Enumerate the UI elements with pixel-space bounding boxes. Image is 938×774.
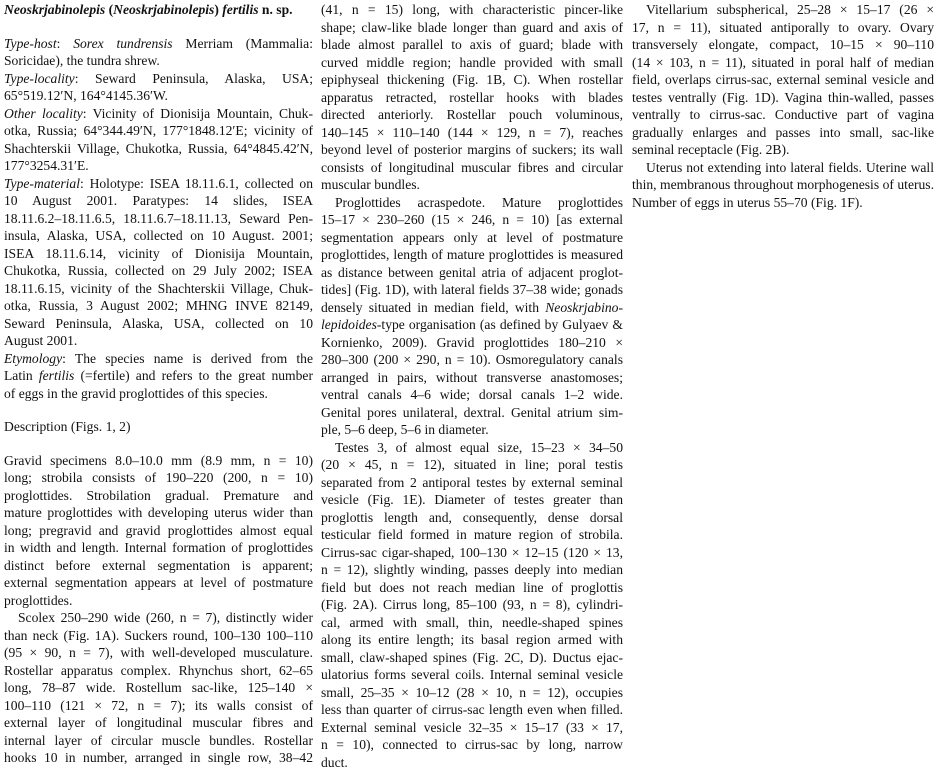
text-run: (=fertile) and refers to the great number	[74, 368, 313, 383]
text-line	[321, 439, 623, 457]
text-line	[4, 418, 313, 436]
text-run: testicular field formed in mature region of strobila.	[321, 527, 623, 542]
text-run: in width and length. Internal formation of proglottides	[4, 540, 313, 555]
text-run: : The species name is derived from the	[62, 350, 313, 366]
text-line	[632, 89, 934, 107]
text-run: blade almost parallel to axis of guard; blade with	[321, 37, 623, 52]
text-run: of eggs in the gravid proglottides of this species.	[4, 385, 268, 401]
text-run: muscular bundles.	[321, 177, 420, 192]
text-run: transversely elongate, compact, 10–15 × 90–110	[632, 37, 934, 52]
text-line	[321, 544, 623, 562]
text-line	[4, 350, 313, 368]
italic-term: Other locality	[4, 105, 83, 121]
paragraph	[4, 175, 313, 350]
text-line	[321, 649, 623, 667]
paragraph	[4, 452, 313, 610]
text-line	[4, 679, 313, 697]
text-line	[321, 194, 623, 212]
text-line	[321, 19, 623, 37]
text-column-middle	[321, 1, 623, 771]
text-line	[4, 732, 313, 750]
paragraph	[4, 70, 313, 105]
text-line	[4, 332, 313, 350]
text-line	[321, 421, 623, 439]
text-line	[321, 719, 623, 737]
text-run: apparatus retracted, rostellar hooks with blades	[321, 89, 623, 105]
text-run: ventral canals 4–6 wide; dorsal canals 1–2 wide.	[321, 387, 623, 402]
text-run: external layer of longitudinal muscular fibres and	[4, 715, 313, 730]
text-run: Testes 3, of almost equal size, 15–23 × 34–50	[335, 439, 623, 455]
text-run: : Vicinity of Dionisija Mountain, Chuk-	[82, 105, 313, 121]
text-line	[4, 70, 313, 88]
text-run: consists of longitudinal muscular fibres and circular	[321, 159, 623, 175]
text-line	[321, 159, 623, 177]
text-line	[4, 262, 313, 280]
text-run: thin, membranous throughout morphogenesis of uterus.	[632, 177, 934, 192]
text-column-left	[4, 1, 313, 767]
text-line	[321, 106, 623, 124]
text-line	[321, 596, 623, 614]
text-column-right	[632, 1, 934, 211]
text-run: arranged in pairs, without transverse anastomoses;	[321, 369, 623, 385]
text-line	[321, 474, 623, 492]
text-line	[632, 194, 934, 212]
text-line	[4, 227, 313, 245]
text-line	[4, 522, 313, 540]
text-line	[4, 557, 313, 575]
text-line	[321, 701, 623, 719]
text-line	[321, 456, 623, 474]
text-run: external segmentation appears at level of postmature	[4, 575, 313, 590]
text-line	[4, 627, 313, 645]
text-line	[321, 491, 623, 509]
text-run: epiphyseal thickening (Fig. 1B, C). When rostellar	[321, 72, 623, 87]
text-line	[321, 71, 623, 89]
text-run: long; strobila consists of 190–220 (200, n = 10)	[4, 470, 313, 485]
text-run: shape; claw-like blade longer than guard and axis of	[321, 19, 623, 35]
text-run: Chukotka, Russia, collected on 29 July 2002; ISEA	[4, 263, 313, 278]
text-run: proglottides. Strobilation gradual. Premature and	[4, 487, 313, 503]
text-line	[321, 404, 623, 422]
text-run: insula, Alaska, USA, collected on 10 August. 2001;	[4, 228, 313, 243]
text-run: cal, armed with small, thin, needle-shaped spines	[321, 614, 623, 630]
text-run: 280–300 (200 × 290, n = 10). Osmoregulatory canals	[321, 352, 623, 367]
text-line	[632, 36, 934, 54]
text-line	[321, 89, 623, 107]
text-run: External seminal vesicle 32–35 × 15–17 (33 × 17,	[321, 719, 623, 735]
text-line	[321, 54, 623, 72]
text-run: mature proglottides with developing uterus wider than	[4, 505, 313, 520]
species-title	[4, 1, 313, 19]
text-line	[4, 367, 313, 385]
text-run: small, 25–35 × 10–12 (28 × 10, n = 12), occupies	[321, 684, 623, 700]
text-run: Uterus not extending into lateral fields. Uterine wall	[646, 159, 934, 175]
text-run: (	[105, 2, 114, 17]
text-line	[4, 192, 313, 210]
text-line	[4, 175, 313, 193]
text-line	[632, 106, 934, 124]
text-run: tides] (Fig. 1D), with lateral fields 37–38 wide; gonads	[321, 282, 623, 297]
text-run: August 2001.	[4, 333, 78, 348]
text-run: 65°519.12′N, 164°4145.36′W.	[4, 88, 168, 103]
text-run: 177°3254.31′E.	[4, 158, 89, 173]
italic-term: fertilis	[38, 368, 75, 383]
text-run: Soricidae), the tundra shrew.	[4, 53, 160, 68]
text-run: curved middle region; handle provided with small	[321, 54, 623, 70]
text-run: directed anteriorly. Rostellar pouch voluminous,	[321, 107, 623, 122]
text-line	[321, 281, 623, 299]
text-line	[321, 141, 623, 159]
text-line	[632, 71, 934, 89]
text-line	[4, 210, 313, 228]
text-line	[632, 1, 934, 19]
text-run: Genital pores unilateral, dextral. Genital atrium sim-	[321, 404, 623, 420]
text-run: 140–145 × 110–140 (144 × 129, n = 7), reaches	[321, 124, 623, 140]
text-line	[321, 36, 623, 54]
text-line	[4, 469, 313, 487]
text-line	[4, 574, 313, 592]
text-run: long; pregravid and gravid proglottides almost equal	[4, 522, 313, 538]
text-run: 10 August 2001. Paratypes: 14 slides, ISEA	[4, 193, 313, 208]
text-run: 17, n = 11), situated antiporally to ovary. Ovary	[632, 19, 934, 35]
text-run: -type organisation (as defined by Gulyaev &	[376, 317, 623, 332]
text-run: gradually enlarges and passes into small, sac-like	[632, 124, 934, 140]
paragraph	[4, 105, 313, 175]
text-run: Rostellar apparatus complex. Rhynchus short, 62–65	[4, 662, 313, 678]
text-run: Number of eggs in uterus 55–70 (Fig. 1F).	[632, 194, 863, 210]
text-line	[4, 87, 313, 105]
text-line	[321, 666, 623, 684]
text-run: )	[214, 2, 223, 17]
text-line	[4, 245, 313, 263]
text-line	[321, 386, 623, 404]
italic-term: Neoskrjabinolepis	[4, 2, 106, 17]
text-run: ulatorius forms several coils. Internal seminal vesicle	[321, 667, 623, 682]
text-line	[321, 246, 623, 264]
text-run: :	[56, 35, 74, 51]
text-run: otka, Russia, 3 August 2002; MHNG INVE 82149,	[4, 298, 313, 313]
text-line	[4, 35, 313, 53]
text-run: Proglottides acraspedote. Mature proglottides	[335, 194, 623, 210]
text-line	[321, 1, 623, 19]
text-run: n = 12), slightly winding, passes deeply into median	[321, 562, 623, 577]
section-heading	[4, 418, 313, 436]
text-run: (Fig. 2A). Cirrus long, 85–100 (93, n = 8), cylindri-	[321, 597, 623, 612]
text-run: ple, 5–6 deep, 5–6 in diameter.	[321, 422, 489, 437]
paragraph	[632, 159, 934, 212]
text-run: 100–110 (121 × 72, n = 7); its walls consist of	[4, 697, 313, 713]
italic-term: Neoskrjabino-	[545, 299, 623, 315]
text-line	[4, 609, 313, 627]
text-line	[321, 351, 623, 369]
text-line	[4, 1, 313, 19]
text-line	[632, 159, 934, 177]
text-run: than neck (Fig. 1A). Suckers round, 100–130 100–110	[4, 627, 313, 643]
text-line	[321, 264, 623, 282]
italic-term: lepidoides	[321, 317, 377, 332]
text-run: along its entire length; its basal region armed with	[321, 632, 623, 647]
text-run: Kornienko, 2009). Gravid proglottides 180–210 ×	[321, 334, 623, 350]
text-line	[321, 316, 623, 334]
text-run: field, overlaps cirrus-sac, external seminal vesicle and	[632, 72, 934, 87]
paragraph	[4, 350, 313, 403]
text-line	[4, 697, 313, 715]
text-run: segmentation appears only at level of postmature	[321, 229, 623, 245]
text-line	[4, 452, 313, 470]
text-run: Shachterskii Village, Chukotka, Russia, 64°4845.42′N,	[4, 140, 313, 156]
text-line	[4, 487, 313, 505]
text-line	[4, 157, 313, 175]
text-line	[4, 140, 313, 158]
text-line	[321, 684, 623, 702]
text-line	[4, 662, 313, 680]
text-line	[321, 526, 623, 544]
text-line	[632, 124, 934, 142]
text-run: : Seward Peninsula, Alaska, USA;	[74, 70, 313, 86]
paragraph	[4, 35, 313, 70]
text-line	[632, 141, 934, 159]
text-run: (95 × 90, n = 7), with well-developed musculature.	[4, 645, 313, 660]
text-run: Latin	[4, 368, 39, 383]
paragraph	[321, 439, 623, 772]
text-run: internal layer of circular muscle bundles. Rostellar	[4, 732, 313, 748]
text-line	[321, 631, 623, 649]
text-run: field but does not reach median line of proglottis	[321, 579, 623, 595]
text-run: ISEA 18.11.6.14, vicinity of Dionisija Mountain,	[4, 245, 313, 261]
text-run: hooks 10 in number, arranged in single row, 38–42	[4, 750, 313, 765]
text-run: n. sp.	[258, 2, 293, 17]
text-run: n = 10), connected to cirrus-sac by long, narrow	[321, 737, 623, 752]
text-line	[4, 315, 313, 333]
text-line	[4, 122, 313, 140]
text-line	[4, 280, 313, 298]
text-run: 18.11.6.15, vicinity of the Shachterskii Village, Chuk-	[4, 280, 313, 296]
text-line	[321, 369, 623, 387]
text-line	[321, 614, 623, 632]
text-run: (41, n = 15) long, with characteristic pincer-like	[321, 2, 623, 17]
text-run: small, claw-shaped spines (Fig. 2C, D). Ductus ejac-	[321, 649, 623, 665]
text-run: less than quarter of cirrus-sac length even when filled.	[321, 702, 623, 717]
text-line	[321, 736, 623, 754]
paragraph	[632, 1, 934, 159]
text-run: separated from 2 antiporal testes by external seminal	[321, 474, 623, 490]
text-run: Merriam (Mammalia:	[172, 35, 313, 51]
text-run: proglottides, length of mature proglottides is measured	[321, 247, 623, 262]
text-run: Description (Figs. 1, 2)	[4, 419, 131, 434]
text-line	[321, 176, 623, 194]
text-line	[321, 579, 623, 597]
text-run: vesicle (Fig. 1E). Diameter of testes greater than	[321, 492, 623, 507]
text-line	[4, 385, 313, 403]
text-run: proglottis length and, consequently, dense dorsal	[321, 509, 623, 525]
text-line	[4, 504, 313, 522]
text-line	[4, 644, 313, 662]
text-run: otka, Russia; 64°344.49′N, 177°1848.12′E; vicinity of	[4, 123, 313, 138]
text-line	[321, 754, 623, 772]
text-run: Cirrus-sac cigar-shaped, 100–130 × 12–15 (120 × 13,	[321, 544, 623, 560]
text-line	[321, 509, 623, 527]
text-line	[321, 211, 623, 229]
text-run: Gravid specimens 8.0–10.0 mm (8.9 mm, n = 10)	[4, 452, 313, 468]
text-line	[4, 539, 313, 557]
italic-term: Type-material	[4, 175, 81, 191]
text-line	[321, 561, 623, 579]
text-line	[632, 54, 934, 72]
text-line	[321, 299, 623, 317]
text-run: Scolex 250–290 wide (260, n = 7), distinctly wider	[18, 610, 313, 625]
text-run: as distance between genital atria of adjacent proglot-	[321, 264, 623, 280]
italic-term: Sorex tundrensis	[73, 35, 173, 51]
text-run: (20 × 45, n = 12), situated in line; poral testis	[321, 457, 623, 472]
text-run: : Holotype: ISEA 18.11.6.1, collected on	[80, 175, 313, 191]
text-run: proglottides.	[4, 592, 73, 608]
text-run: testes ventrally (Fig. 1D). Vagina thin-walled, passes	[632, 89, 934, 105]
text-run: densely situated in median field, with	[321, 299, 546, 315]
text-line	[632, 19, 934, 37]
text-line	[4, 749, 313, 767]
text-run: 18.11.6.2–18.11.6.5, 18.11.6.7–18.11.13, Seward Pen-	[4, 210, 313, 226]
italic-term: Etymology	[4, 350, 63, 366]
text-line	[321, 334, 623, 352]
text-line	[321, 229, 623, 247]
text-line	[4, 297, 313, 315]
text-line	[321, 124, 623, 142]
text-run: duct.	[321, 754, 348, 770]
text-run: Seward Peninsula, Alaska, USA, collected on 10	[4, 315, 313, 331]
text-line	[4, 105, 313, 123]
paragraph	[321, 1, 623, 194]
text-line	[4, 714, 313, 732]
text-run: long, 78–87 wide. Rostellum sac-like, 125–140 ×	[4, 680, 313, 695]
text-run: 15–17 × 230–260 (15 × 246, n = 10) [as external	[321, 212, 623, 227]
text-line	[4, 592, 313, 610]
paragraph	[321, 194, 623, 439]
paragraph	[4, 609, 313, 767]
text-run: distinct before external segmentation is apparent;	[4, 557, 313, 573]
text-run: Vitellarium subspherical, 25–28 × 15–17 (26 ×	[646, 2, 934, 17]
text-run: ventrally to cirrus-sac. Conductive part of vagina	[632, 107, 934, 122]
italic-term: Neoskrjabinolepis	[113, 2, 215, 17]
text-run: beyond level of posterior margins of suckers; its wall	[321, 142, 623, 157]
text-line	[632, 176, 934, 194]
italic-term: Type-locality	[4, 70, 75, 86]
text-run: seminal receptacle (Fig. 2B).	[632, 142, 790, 157]
text-run: (14 × 103, n = 11), situated in poral half of median	[632, 54, 934, 70]
italic-term: fertilis	[222, 2, 259, 17]
italic-term: Type-host	[4, 35, 57, 51]
text-line	[4, 52, 313, 70]
